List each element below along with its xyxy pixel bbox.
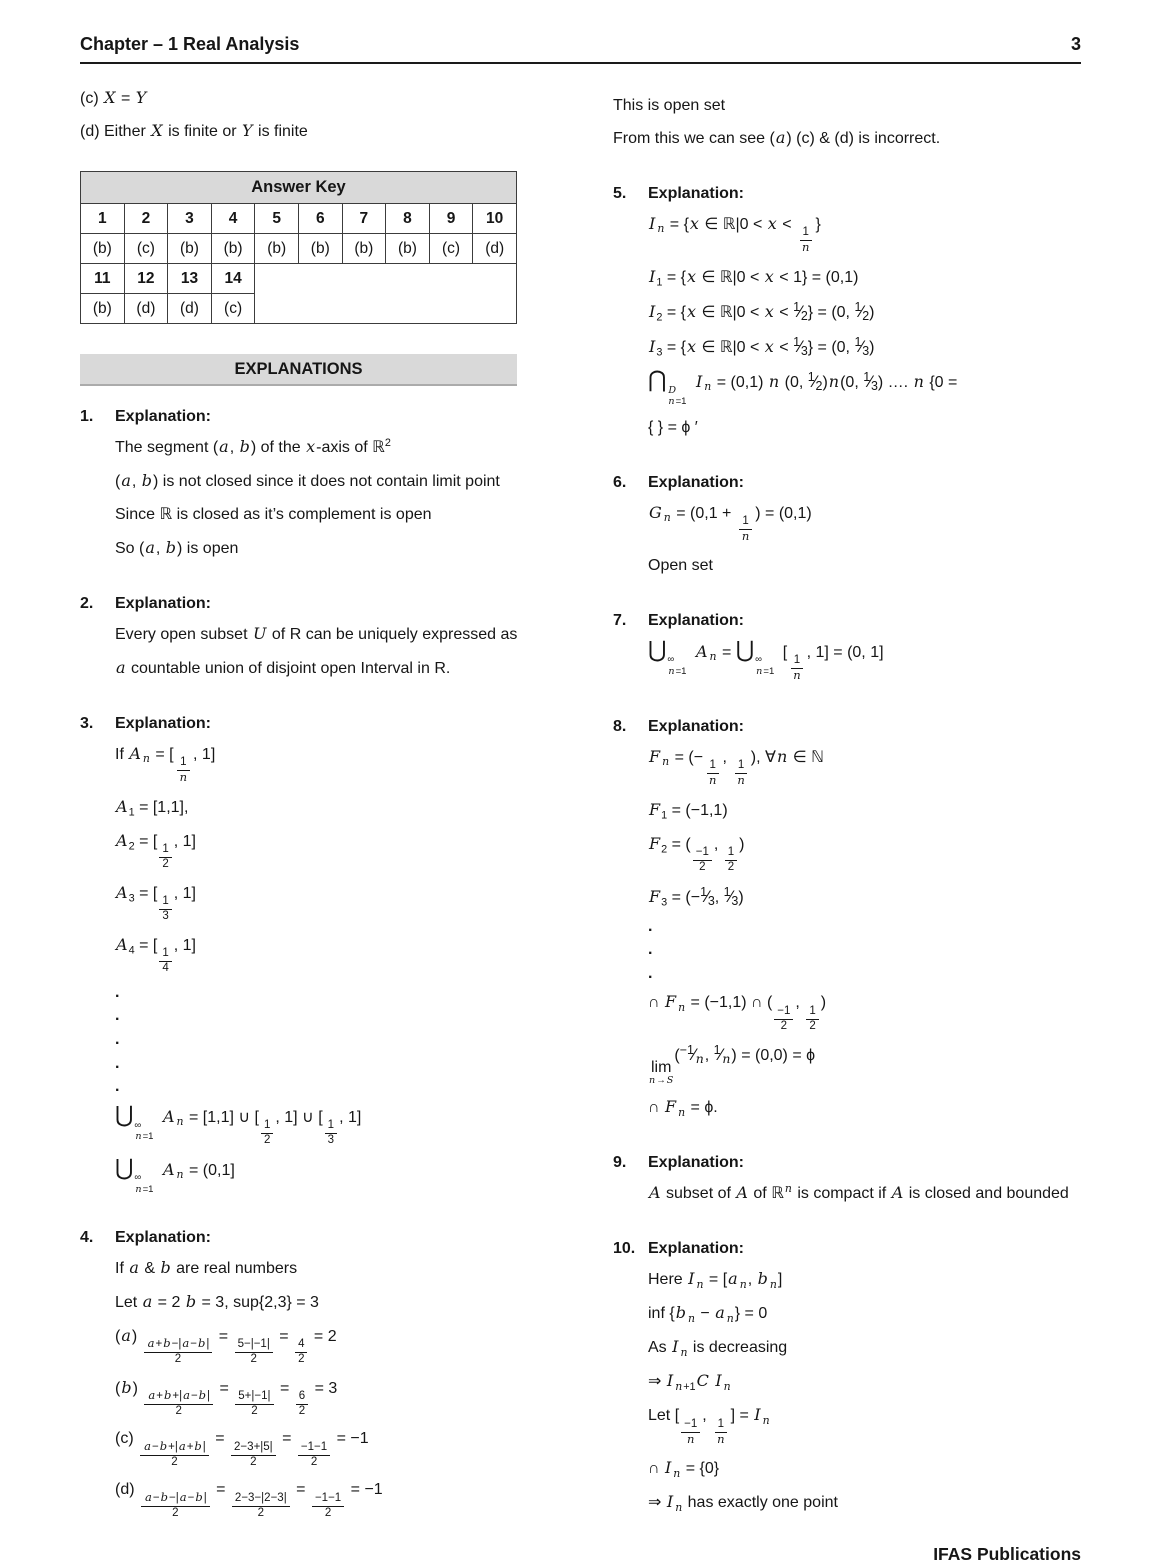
math-line: $A_1 = [1,1]$, — [116, 796, 189, 819]
math-line: From this we can see (a) (c) & (d) is incorrect. — [613, 128, 941, 147]
explanation-body — [648, 212, 1081, 440]
explanation-title: Explanation: — [648, 717, 745, 735]
answer-cell: (b) — [168, 234, 212, 264]
math-line: (b) $\frac{a+b+|a-b|}{2}$ = $\frac{5+|-1|}{2}$ = $\frac{6}{2}$ = 3 — [115, 1377, 338, 1417]
explanation-body — [648, 636, 1081, 684]
math-line: (a, b) is not closed since it does not contain limit point — [115, 471, 500, 490]
math-line: Let [ $\frac{-1}{n}$ , $\frac{1}{n}$ ] = I $_n$ — [648, 1405, 770, 1446]
question-number-cell: 11 — [81, 264, 125, 294]
math-line: $I_2 = \{x$ ∈ ℝ|0 < $x < ^1⁄_2\} = (0$, $^1⁄_2$) — [649, 299, 875, 324]
explanation-head — [80, 715, 562, 733]
explanation-title: Explanation: — [648, 1240, 745, 1258]
empty-cell — [255, 264, 517, 324]
explanation-number: 1. — [80, 408, 94, 425]
math-line: (a) $\frac{a+b-|a-b|}{2}$ = $\frac{5-|-1|}{2}$ = $\frac{4}{2}$ = 2 — [115, 1325, 337, 1365]
math-line: ⋃ ∞ n=1 A $_n$ = [1,1] ∪ [ $\frac{1}{2}$ , 1] ∪ [ $\frac{1}{3}$ , 1] — [115, 1101, 362, 1146]
math-line: (c) X = Y — [80, 88, 147, 107]
explanation-number: 9. — [613, 1154, 627, 1172]
math-line: lim n→S ($^{-1}⁄_n$, $^1⁄_n) = (0,0) = \phi$ — [649, 1043, 816, 1087]
question-number-cell: 6 — [298, 204, 342, 234]
math-line: ∩ F $_n$ = ϕ. — [648, 1097, 718, 1119]
explanation-body — [115, 742, 562, 1195]
explanation-head — [613, 474, 1081, 492]
left-column — [80, 78, 562, 1519]
explanation-body — [115, 435, 562, 561]
answer-cell: (b) — [81, 234, 125, 264]
explanation-block — [80, 715, 562, 1195]
footer-publisher: IFAS Publications — [933, 1544, 1081, 1565]
explanation-block — [80, 1229, 562, 1521]
math-line: ⋂ D n=1 I $_n$ = (0,1) n (0, $^1⁄_2)n(0$, $^1⁄_3$) …. n {0 = — [648, 366, 958, 407]
math-line: $F_3$ = ($-^1⁄_3$, $^1⁄_3$) — [649, 884, 744, 908]
question-number-cell: 5 — [255, 204, 299, 234]
question-number-cell: 10 — [473, 204, 517, 234]
explanation-body — [115, 1256, 562, 1521]
question-number-cell: 1 — [81, 204, 125, 234]
explanation-block — [613, 1240, 1081, 1515]
question-number-cell: 12 — [124, 264, 168, 294]
math-line: ⋃ ∞ n=1 A $_n$ = ⋃ ∞ n=1 [ $\frac{1}{n}$ , 1] = (0, 1] — [648, 636, 884, 682]
explanation-head — [613, 185, 1081, 203]
math-line: ∩ F $_n$ = (−1,1) ∩ ( $\frac{-1}{2}$ , $\frac{1}{2}$ ) — [648, 992, 827, 1032]
explanation-title: Explanation: — [115, 408, 212, 425]
explanation-title: Explanation: — [115, 595, 212, 612]
explanation-block — [613, 1154, 1081, 1206]
explanation-number: 7. — [613, 611, 627, 629]
math-line: $A_4$ = [ $\frac{1}{4}$ , 1] — [116, 934, 196, 974]
explanation-body — [115, 622, 562, 681]
question-number-cell: 9 — [429, 204, 473, 234]
math-line: ⇒ I $_{n+1}$C I $_n$ — [648, 1371, 731, 1393]
explanation-number: 10. — [613, 1240, 636, 1258]
explanation-title: Explanation: — [115, 715, 212, 732]
ellipsis-dot: . — [115, 1007, 120, 1025]
explanation-number: 6. — [613, 473, 627, 491]
answer-key-table — [80, 171, 517, 324]
ellipsis-dot: . — [648, 964, 653, 982]
answer-key-title: Answer Key — [81, 172, 517, 204]
math-line: Here I $_n$ = [a $_n$, b $_n$] — [648, 1269, 783, 1291]
ellipsis-dot: . — [115, 983, 120, 1001]
answer-cell: (b) — [211, 234, 255, 264]
explanations-header: EXPLANATIONS — [80, 354, 517, 386]
math-line: $A_2$ = [ $\frac{1}{2}$ , 1] — [116, 830, 196, 871]
explanation-number: 5. — [613, 185, 627, 202]
ellipsis-dot: . — [115, 1031, 120, 1048]
explanation-block — [613, 185, 1081, 440]
answer-cell: (d) — [473, 234, 517, 264]
explanation-block — [613, 718, 1081, 1121]
math-line: $F_1 = (-1,1)$ — [649, 799, 728, 821]
question-number-cell: 8 — [386, 204, 430, 234]
math-line: inf {b $_n$ − a $_n$} = 0 — [648, 1303, 768, 1325]
math-line: $I_1 = \{x$ ∈ ℝ|0 < x < 1} = (0,1) — [649, 266, 859, 289]
explanation-block — [613, 612, 1081, 684]
answer-cell: (b) — [255, 234, 299, 264]
explanation-head — [613, 718, 1081, 736]
math-line: G $_n$ = (0,1 + $\frac{1}{n}$ ) = (0,1) — [649, 502, 812, 543]
ellipsis-dot: . — [648, 941, 653, 959]
math-line: I $_n$ = {x ∈ ℝ|0 < x < $\frac{1}{n}$ } — [649, 214, 821, 255]
explanation-head — [613, 1154, 1081, 1172]
math-line: As I $_n$ is decreasing — [648, 1337, 788, 1359]
math-line: $I_3 = \{x$ ∈ ℝ|0 < $x < ^1⁄_3\} = (0$, $^1⁄_3$) — [649, 334, 875, 359]
question-number-cell: 7 — [342, 204, 386, 234]
math-line: This is open set — [613, 97, 726, 114]
math-line: So (a, b) is open — [115, 538, 239, 557]
answer-cell: (c) — [124, 234, 168, 264]
answer-cell: (b) — [81, 294, 125, 324]
question-number-cell: 14 — [211, 264, 255, 294]
explanation-head — [613, 1240, 1081, 1258]
explanation-number: 4. — [80, 1228, 94, 1246]
math-line: $A_3$ = [ $\frac{1}{3}$ , 1] — [116, 882, 196, 923]
ellipsis-dot: . — [648, 917, 653, 935]
math-line: Since ℝ is closed as it’s complement is open — [115, 506, 432, 523]
math-line: A subset of A of ℝ$^n$ is compact if A is closed and bounded — [649, 1182, 1069, 1203]
math-line: F $_n$ = (− $\frac{1}{n}$ , $\frac{1}{n}$ ), ∀n ∈ ℕ — [649, 746, 824, 787]
intro-right-lines — [613, 86, 1081, 159]
explanation-body — [648, 1181, 1081, 1206]
question-number-cell: 13 — [168, 264, 212, 294]
math-line: ⋃ ∞ n=1 A $_n$ = (0,1] — [115, 1154, 235, 1195]
answer-cell: (c) — [429, 234, 473, 264]
explanation-block — [80, 595, 562, 681]
math-line: ∩ I $_n$ = {0} — [648, 1458, 720, 1480]
answer-cell: (b) — [386, 234, 430, 264]
page-number: 3 — [1070, 34, 1081, 54]
answer-cell: (b) — [342, 234, 386, 264]
explanation-body — [648, 501, 1081, 578]
right-column — [613, 78, 1081, 1565]
math-line: (d) $\frac{a-b-|a-b|}{2}$ = $\frac{2-3-|2-3|}{2}$ = $\frac{-1-1}{2}$ = −1 — [115, 1481, 383, 1519]
math-line: { } = ϕ ′ — [648, 418, 698, 436]
math-line: a countable union of disjoint open Interval in R. — [116, 658, 451, 677]
explanations-right — [613, 159, 1081, 1524]
explanations-left — [80, 408, 562, 1520]
explanation-number: 8. — [613, 717, 627, 735]
math-line: ⇒ I $_n$ has exactly one point — [648, 1492, 838, 1514]
explanation-head — [613, 612, 1081, 630]
explanation-title: Explanation: — [648, 611, 745, 629]
question-number-cell: 3 — [168, 204, 212, 234]
math-line: If a & b are real numbers — [115, 1257, 298, 1277]
explanation-body — [648, 1267, 1081, 1515]
explanation-title: Explanation: — [648, 185, 745, 202]
chapter-title: Chapter – 1 Real Analysis — [80, 34, 300, 54]
question-number-cell: 2 — [124, 204, 168, 234]
explanation-title: Explanation: — [648, 1154, 745, 1172]
question-number-cell: 4 — [211, 204, 255, 234]
answer-cell: (d) — [124, 294, 168, 324]
explanation-head — [80, 408, 562, 426]
two-column-layout — [80, 78, 1081, 1565]
math-line: Open set — [648, 556, 713, 574]
intro-left-lines — [80, 86, 562, 144]
math-line: If A $_n$ = [ $\frac{1}{n}$ , 1] — [115, 744, 216, 785]
ellipsis-dot: . — [115, 1054, 120, 1072]
ellipsis-dot: . — [115, 1078, 120, 1096]
explanation-title: Explanation: — [115, 1228, 212, 1246]
explanation-body — [648, 745, 1081, 1121]
explanation-head — [80, 1229, 562, 1247]
answer-cell: (b) — [298, 234, 342, 264]
answer-cell: (d) — [168, 294, 212, 324]
explanation-number: 2. — [80, 595, 94, 612]
explanation-head — [80, 595, 562, 613]
math-line: The segment (a, b) of the x-axis of ℝ$^2$ — [115, 437, 391, 456]
explanation-block — [613, 474, 1081, 578]
page-header — [80, 34, 1081, 64]
explanation-title: Explanation: — [648, 473, 745, 491]
explanation-block — [80, 408, 562, 561]
math-line: (d) Either X is finite or Y is finite — [80, 121, 308, 140]
math-line: $F_2$ = ( $\frac{-1}{2}$ , $\frac{1}{2}$ ) — [649, 833, 745, 873]
math-line: Every open subset U of R can be uniquely expressed as — [115, 624, 518, 643]
answer-cell: (c) — [211, 294, 255, 324]
explanation-number: 3. — [80, 715, 94, 732]
math-line: Let a = 2 b = 3, sup{2,3} = 3 — [115, 1291, 319, 1311]
math-line: (c) $\frac{a-b+|a+b|}{2}$ = $\frac{2-3+|5|}{2}$ = $\frac{-1-1}{2}$ = −1 — [115, 1430, 369, 1468]
